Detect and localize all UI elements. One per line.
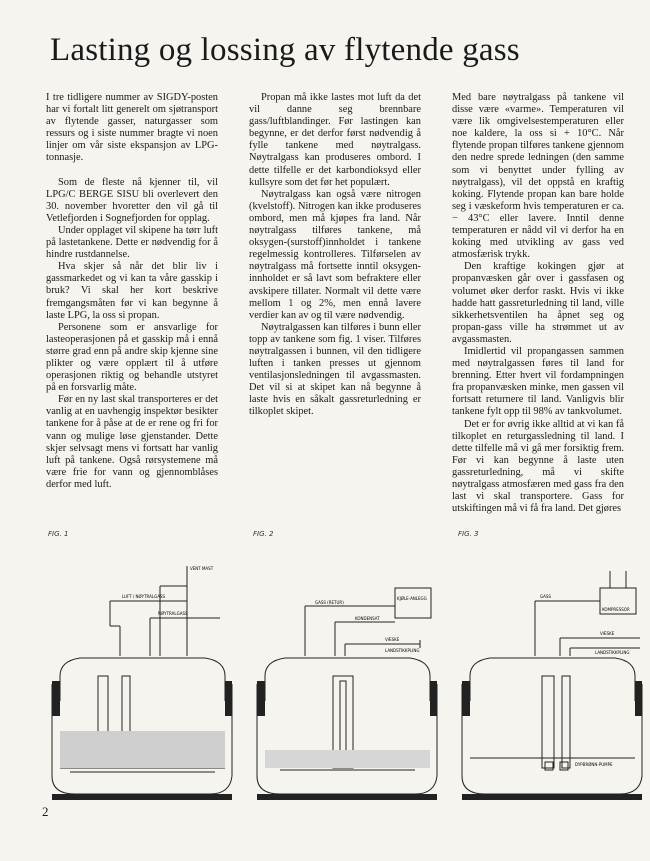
paragraph: Som de fleste nå kjenner til, vil LPG/C BERGE SISU bli overlevert den 30. november hvoretter den vil gå til Vetlefjorden i Sognefjorden for opplag.	[46, 176, 218, 224]
figure-2-text: KJØLE-ANLEGG	[397, 596, 427, 601]
figure-2-text: VÆSKE	[385, 637, 400, 642]
paragraph: Før en ny last skal transporteres er det vanlig at en uavhengig inspektør besikter tankene for å påse at de er rene og fri for vann og mulige løse gjenstander. Dette skjer selvsagt mens vi fortsatt har vanlig luft på tankene. Også rørsystemene må være frie for vann og gjennomblåses derfor med luft.	[46, 394, 218, 490]
figure-3	[450, 526, 650, 816]
figure-3-text: KOMPRESSOR	[602, 607, 630, 612]
figure-2	[245, 526, 445, 816]
paragraph: I tre tidligere nummer av SIGDY-posten har vi fortalt litt generelt om sjøtransport av flytende gasser, naturgasser som ressurs og i siste nummer bragte vi noen linjer om vår siste ekspansjon av LPG-tonnasje.	[46, 92, 218, 164]
figure-1-text: VENT MAST	[190, 566, 214, 571]
figure-1-text: LUFT / NØYTRALGASS	[122, 594, 166, 599]
figure-2-text: KONDENSAT	[355, 616, 380, 621]
paragraph: Nøytralgass kan også være nitrogen (kvelstoff). Nitrogen kan ikke produseres ombord, men må kjøpes fra land. Når nøytralgass tilføres tankene, må oksygen-(surstoff)innholdet i tankene regelmessig kontrolleres. Tilførselen av nøytralgass må fortsette inntil oksygen-innholdet er så lavt som befrakterе eller avskipere tillater. Normalt vil dette være mellom 1 og 2%, men ennå lavere verdier kan av og til være nødvendig.	[249, 188, 421, 321]
figure-3-diagram	[450, 526, 650, 816]
paragraph: Imidlertid vil propangassen sammen med nøytralgassen føres til land for brenning. Etter hvert vil fordampningen fra propanvæsken minke, men gassen vil fortsatt returnere til land. Vanligvis blir tankene fylt opp til 98% av tankvolumet.	[452, 345, 624, 418]
page-number: 2	[42, 804, 49, 819]
paragraph: Med bare nøytralgass på tankene vil disse være «varme». Temperaturen vil være lik omgivelsestemperaturen eller noe kaldere, la oss si + 10°C. Når flytende propan tilføres tankene gjennom den nedre sprede ledningen (den samme som vi benyttet under fylling av nøytralgass), vil det oppstå en kraftig koking. Flytende propan kan bare holde seg i væskeform hvis temperaturen er ca. − 43°C eller lavere. Inntil denne temperaturen er nådd vil vi derfor ha en koking med utvikling av gass ved atmosfærisk trykk.	[452, 92, 624, 261]
paragraph: Hva skjer så når det blir liv i gassmarkedet og vi kan ta våre gasskip i bruk? Vi skal her kort beskrive fremgangsmåten før vi kan begynne å laste LPG, la oss si propan.	[46, 261, 218, 321]
text-column-1	[46, 92, 218, 491]
figure-2-label: FIG. 2	[253, 530, 274, 538]
figures-strip	[40, 526, 640, 816]
figure-2-text: LANDSTIKKPLING	[385, 648, 420, 653]
paragraph: Nøytralgassen kan tilføres i bunn eller topp av tankene som fig. 1 viser. Tilføres nøytralgassen i bunnen, vil den tidligere luften i tanken presses ut gjennom ventilasjonsledningen til avgassmasten. Det vil si at skipet kan nå begynne å laste hvis en såkalt gassreturledning er tilkoplet skipet.	[249, 321, 421, 418]
article-title: Lasting og lossing av flytende gass	[50, 32, 520, 68]
paragraph: Den kraftige kokingen gjør at propanvæsken går over i gassfasen og volumet øker derfor raskt. Hvis vi ikke hadde hatt gassreturledning til land, ville sikkerhetsventilen ha åpnet seg og propan-gass ville ha strømmet ut av avgassmasten.	[452, 261, 624, 345]
figure-3-text: VÆSKE	[600, 631, 615, 636]
paragraph: Under opplaget vil skipene ha tørr luft på lastetankene. Dette er nødvendig for å hindre rustdannelse.	[46, 224, 218, 261]
text-column-2	[249, 92, 421, 419]
figure-3-text: DYPBRØNN-PUMPE	[575, 762, 613, 767]
figure-1-diagram	[40, 526, 240, 816]
figure-1-label: FIG. 1	[48, 530, 69, 538]
figure-3-text: LANDSTIKKPLING	[595, 650, 630, 655]
text-column-3	[452, 92, 624, 515]
figure-3-label: FIG. 3	[458, 530, 479, 538]
figure-1	[40, 526, 240, 816]
figure-3-text: GASS	[540, 594, 551, 599]
paragraph: Personene som er ansvarlige for lasteoperasjonen på et gasskip må i ennå større grad enn på andre skip kjenne sine plikter og være opplært til å utføre operasjonen riktig og behandle utstyret på en forsvarlig måte.	[46, 321, 218, 394]
figure-2-text: GASS (RETUR)	[315, 600, 344, 605]
figure-2-diagram	[245, 526, 445, 816]
figure-1-text: NØYTRALGASS	[158, 611, 188, 616]
paragraph: Propan må ikke lastes mot luft da det vil danne seg brennbare gass/luftblandinger. Før lastingen kan begynne, er det derfor først nødvendig å fylle tankene med nøytralgass. Nøytralgass kan produseres ombord. I dette tilfelle er det karbondioksyd eller kullsyre som det før het populært.	[249, 92, 421, 188]
paragraph: Det er for øvrig ikke alltid at vi kan få tilkoplet en returgassledning til land. I dette tilfelle må vi gå mer forsiktig frem. Før vi kan begynne å laste uten gassreturledning, må vi skifte nøytralgass atmosfæren med gass fra den last vi skal transportere. Gass for utskiftingen må vi få fra land. Det gjøres	[452, 418, 624, 515]
